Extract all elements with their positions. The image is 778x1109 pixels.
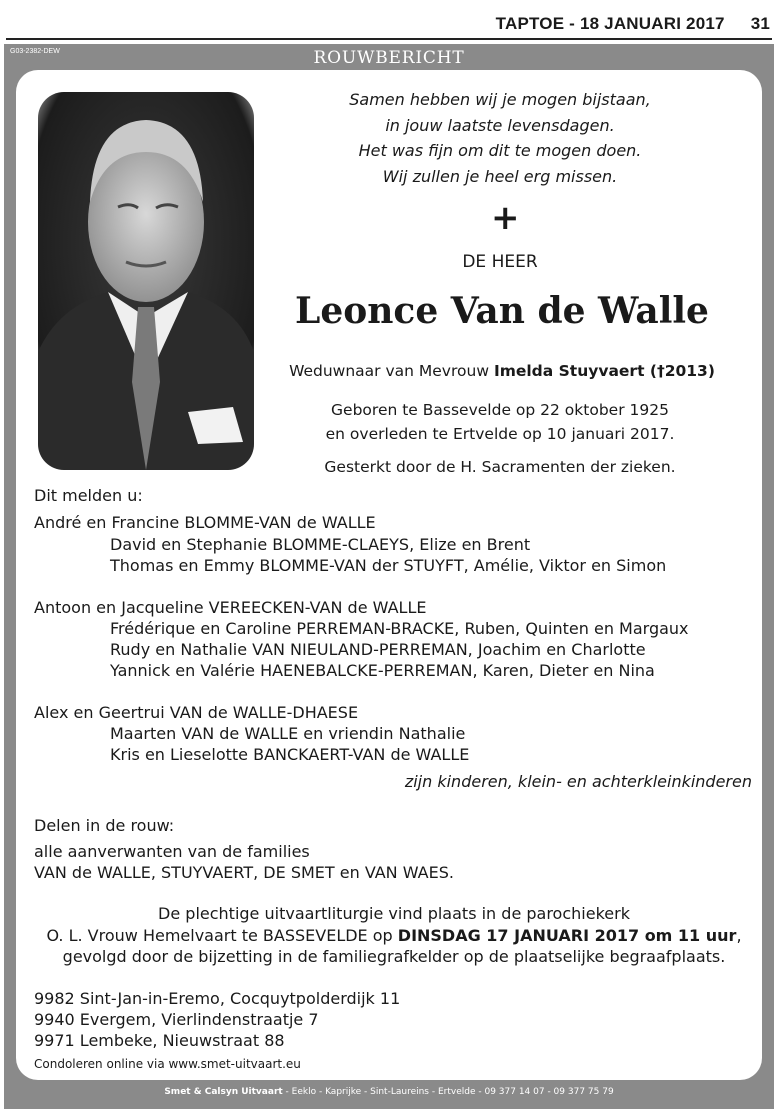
spouse-name: Imelda Stuyvaert (†2013): [493, 362, 715, 380]
family-child: Kris en Lieselotte BANCKAERT-VAN de WALLE: [110, 745, 470, 764]
funeral-home-footer: [0, 1087, 778, 1097]
intro-line: Dit melden u:: [34, 486, 143, 505]
address-line: 9971 Lembeke, Nieuwstraat 88: [34, 1031, 285, 1050]
ceremony-place: O. L. Vrouw Hemelvaart te BASSEVELDE op: [46, 925, 398, 945]
family-child: David en Stephanie BLOMME-CLAEYS, Elize en Brent: [110, 535, 531, 554]
mourning-line: VAN de WALLE, STUYVAERT, DE SMET en VAN WAES.: [34, 863, 454, 882]
funeral-home-details: - Eeklo - Kaprijke - Sint-Laureins - Ertvelde - 09 377 14 07 - 09 377 75 79: [282, 1087, 614, 1097]
widow-prefix: Weduwnaar van Mevrouw: [289, 362, 494, 380]
ceremony-punct: ,: [736, 925, 742, 945]
sacraments-line: Gesterkt door de H. Sacramenten der zieken.: [324, 458, 676, 476]
ceremony-line: [30, 925, 758, 947]
family-head: André en Francine BLOMME-VAN de WALLE: [34, 513, 376, 532]
cross-icon: +: [491, 198, 520, 238]
family-head: Alex en Geertrui VAN de WALLE-DHAESE: [34, 703, 359, 722]
ceremony-date: DINSDAG 17 JANUARI 2017 om 11 uur: [397, 925, 737, 945]
family-child: Maarten VAN de WALLE en vriendin Nathalie: [110, 724, 466, 743]
family-head: Antoon en Jacqueline VEREECKEN-VAN de WALLE: [34, 598, 427, 617]
death-line: en overleden te Ertvelde op 10 januari 2017.: [325, 425, 675, 443]
birth-line: Geboren te Bassevelde op 22 oktober 1925: [331, 401, 669, 419]
page-number: 31: [750, 14, 770, 33]
ceremony-line: De plechtige uitvaartliturgie vind plaats in de parochiekerk: [158, 904, 630, 923]
family-child: Yannick en Valérie HAENEBALCKE-PERREMAN, Karen, Dieter en Nina: [110, 661, 655, 680]
ad-code: G03-2382-DEW: [10, 48, 60, 55]
condolences-link[interactable]: Condoleren online via www.smet-uitvaart.eu: [34, 1057, 301, 1071]
deceased-name: Leonce Van de Walle: [295, 290, 709, 332]
publication-date: TAPTOE - 18 JANUARI 2017: [495, 14, 725, 33]
section-title: ROUWBERICHT: [313, 48, 465, 68]
relation-line: zijn kinderen, klein- en achterkleinkinderen: [404, 772, 752, 791]
honorific: DE HEER: [462, 252, 538, 272]
family-child: Thomas en Emmy BLOMME-VAN der STUYFT, Amélie, Viktor en Simon: [110, 556, 667, 575]
family-child: Frédérique en Caroline PERREMAN-BRACKE, Ruben, Quinten en Margaux: [110, 619, 689, 638]
address-line: 9982 Sint-Jan-in-Eremo, Cocquytpolderdijk 11: [34, 989, 401, 1008]
header-rule: [6, 38, 772, 40]
ceremony-line: gevolgd door de bijzetting in de familiegrafkelder op de plaatselijke begraafplaats.: [62, 947, 726, 966]
verse-line: Wij zullen je heel erg missen.: [382, 166, 618, 186]
verse-line: Het was fijn om dit te mogen doen.: [358, 141, 642, 160]
mourning-line: alle aanverwanten van de families: [34, 842, 310, 861]
portrait-photo: [38, 92, 254, 470]
verse-line: in jouw laatste levensdagen.: [385, 115, 615, 135]
page-header: [496, 14, 770, 34]
family-child: Rudy en Nathalie VAN NIEULAND-PERREMAN, Joachim en Charlotte: [110, 640, 646, 659]
ceremony-info: [30, 903, 758, 968]
widow-line: [272, 362, 732, 380]
mourning-title: Delen in de rouw:: [34, 816, 175, 835]
verse-line: Samen hebben wij je mogen bijstaan,: [349, 90, 651, 109]
address-line: 9940 Evergem, Vierlindenstraatje 7: [34, 1010, 319, 1029]
memorial-verse: [300, 87, 700, 189]
funeral-home-name: Smet & Calsyn Uitvaart: [164, 1087, 283, 1097]
birth-death-info: [300, 398, 700, 446]
